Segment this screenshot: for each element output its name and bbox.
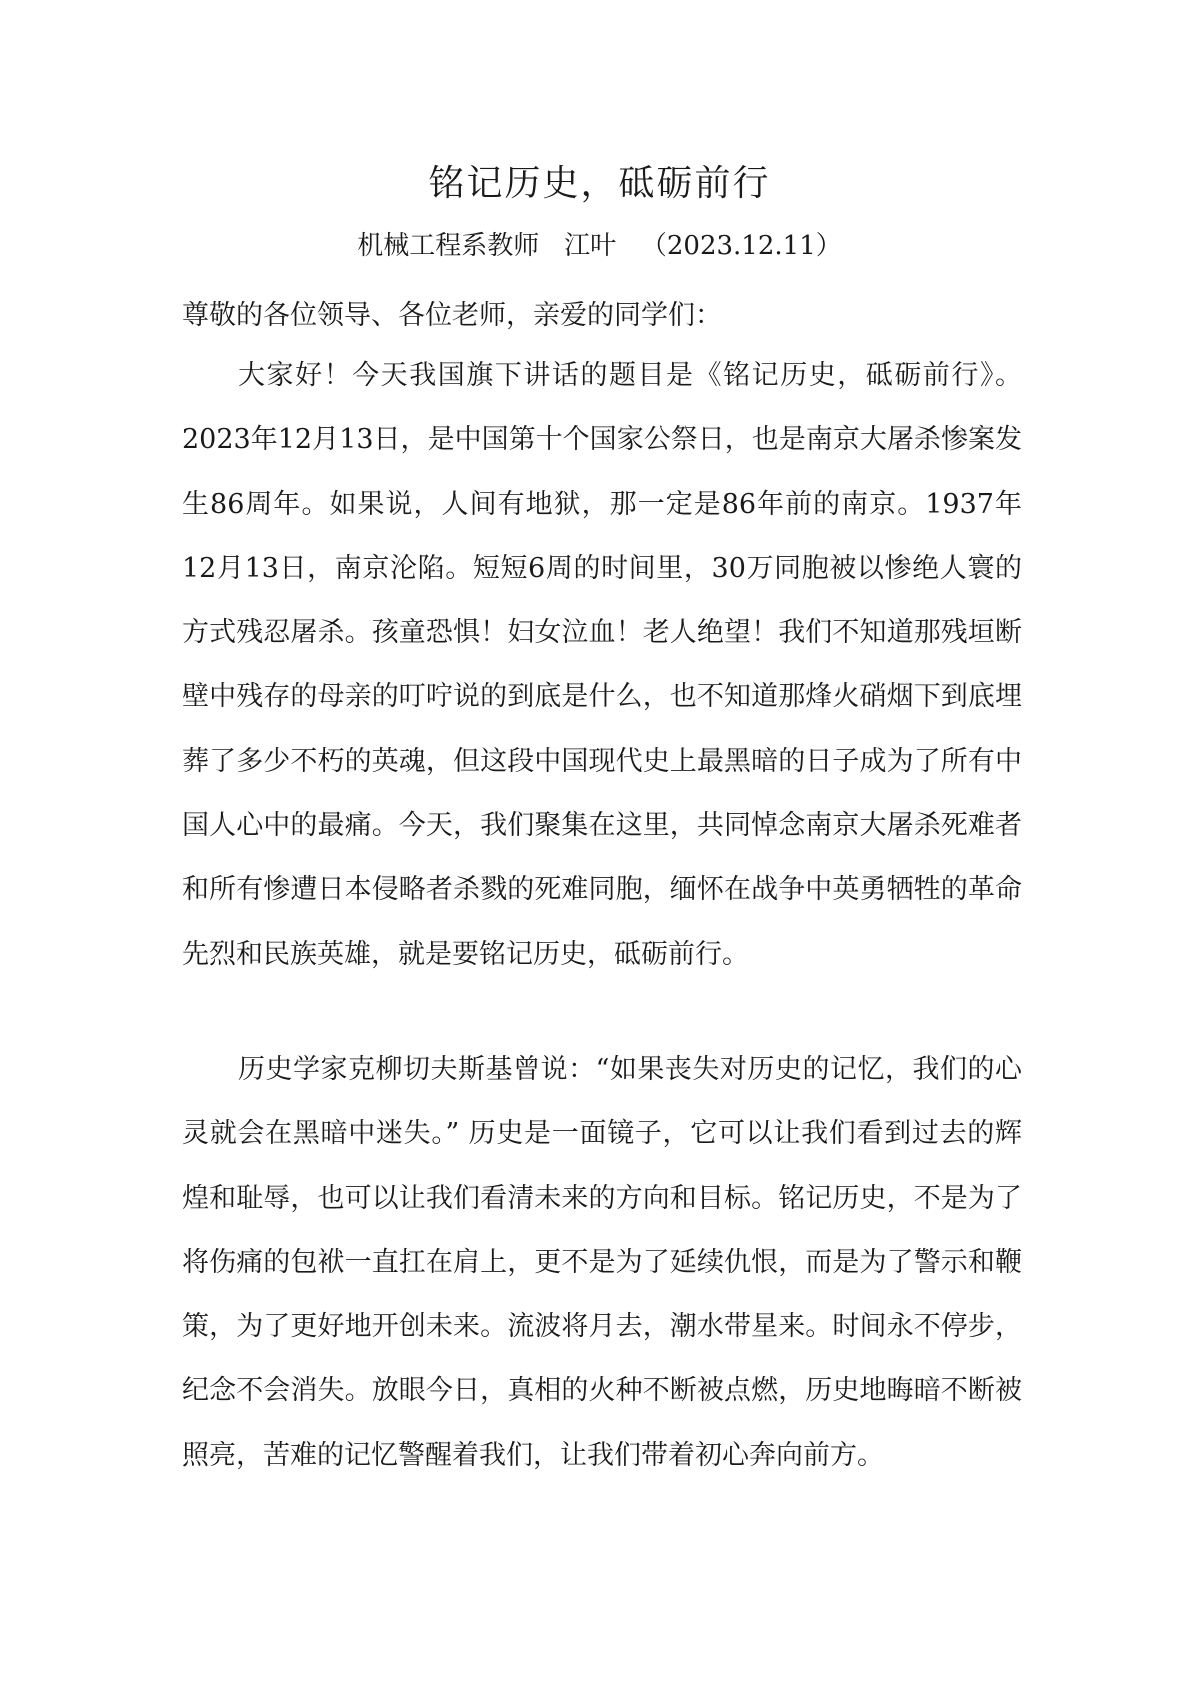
byline: [0, 228, 1199, 264]
paragraph: 历史学家克柳切夫斯基曾说：“如果丧失对历史的记忆，我们的心灵就会在黑暗中迷失。” 历史是一面镜子，它可以让我们看到过去的辉煌和耻辱，也可以让我们看清未来的方向和目标。铭记历史，不是为了将伤痛的包袱一直扛在肩上，更不是为了延续仇恨，而是为了警示和鞭策，为了更好地开创未来。流波将月去，潮水带星来。时间永不停步，纪念不会消失。放眼今日，真相的火种不断被点燃，历史地晦暗不断被照亮，苦难的记忆警醒着我们，让我们带着初心奔向前方。: [182, 1054, 1022, 1471]
paragraph: 大家好！今天我国旗下讲话的题目是《铭记历史，砥砺前行》。2023年12月13日，是中国第十个国家公祭日，也是南京大屠杀惨案发生86周年。如果说，人间有地狱，那一定是86年前的南京。1937年12月13日，南京沦陷。短短6周的时间里，30万同胞被以惨绝人寰的方式残忍屠杀。孩童恐惧！妇女泣血！老人绝望！我们不知道那残垣断壁中残存的母亲的叮咛说的到底是什么，也不知道那烽火硝烟下到底埋葬了多少不朽的英魂，但这段中国现代史上最黑暗的日子成为了所有中国人心中的最痛。今天，我们聚集在这里，共同悼念南京大屠杀死难者和所有惨遭日本侵略者杀戮的死难同胞，缅怀在战争中英勇牺牲的革命先烈和民族英雄，就是要铭记历史，砥砺前行。: [182, 360, 1022, 970]
document-title: 铭记历史，砥砺前行: [428, 163, 771, 204]
salutation: 尊敬的各位领导、各位老师，亲爱的同学们：: [182, 300, 722, 331]
byline-name: 江叶: [564, 231, 617, 261]
byline-author: 机械工程系教师: [357, 231, 540, 261]
byline-date: （2023.12.11）: [640, 231, 842, 261]
